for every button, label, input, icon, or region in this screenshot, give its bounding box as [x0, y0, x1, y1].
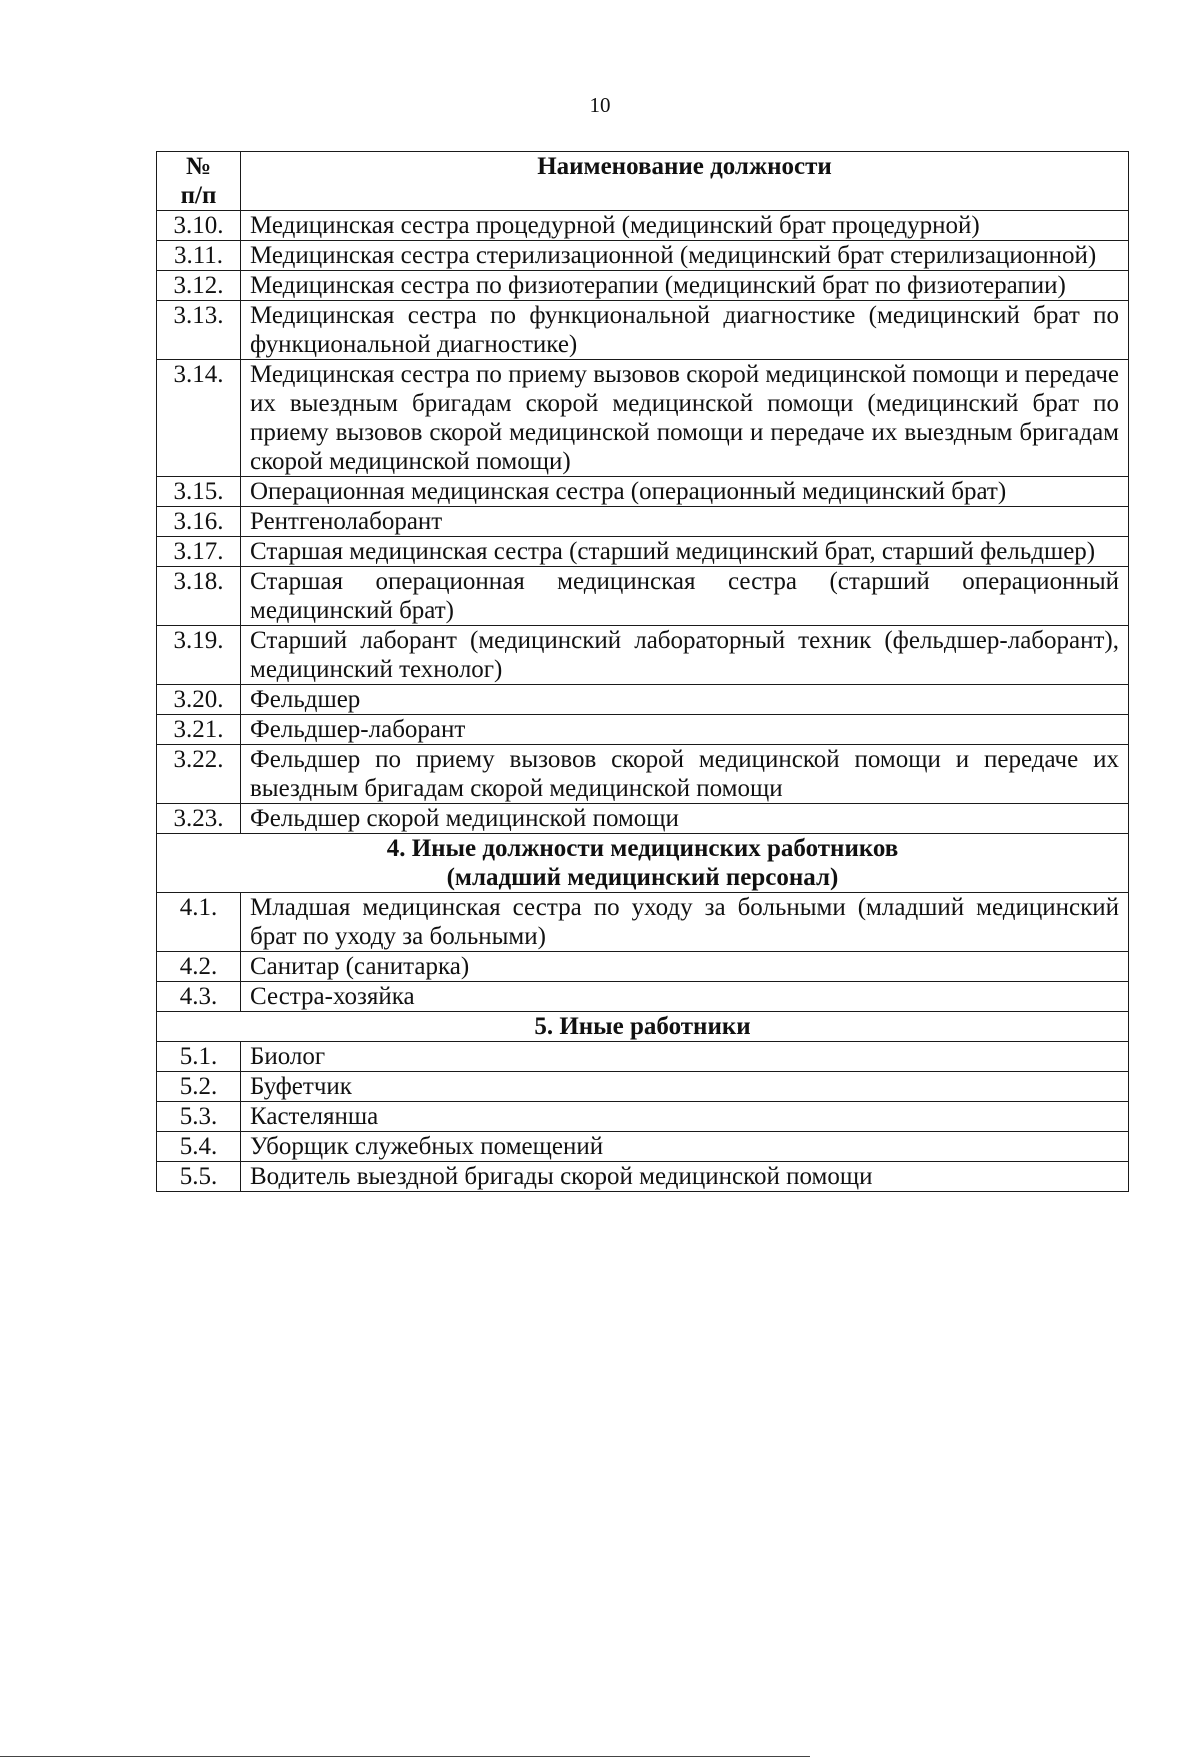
table-row — [157, 360, 1129, 477]
header-name-cell: Наименование должности — [241, 152, 1129, 211]
position-name: Биолог — [241, 1042, 1129, 1072]
position-name: Фельдшер — [241, 685, 1129, 715]
position-name: Медицинская сестра по функциональной диагностике (медицинский брат по функциональной диагностике) — [241, 301, 1129, 360]
row-number: 5.1. — [157, 1042, 241, 1072]
table-row — [157, 626, 1129, 685]
row-number: 5.3. — [157, 1102, 241, 1132]
row-number: 5.4. — [157, 1132, 241, 1162]
row-number: 3.16. — [157, 507, 241, 537]
position-name: Медицинская сестра по физиотерапии (медицинский брат по физиотерапии) — [241, 271, 1129, 301]
row-number: 3.10. — [157, 211, 241, 241]
row-number: 5.5. — [157, 1162, 241, 1192]
table-row — [157, 567, 1129, 626]
row-number: 4.3. — [157, 982, 241, 1012]
table-header-row — [157, 152, 1129, 211]
position-name: Медицинская сестра стерилизационной (медицинский брат стерилизационной) — [241, 241, 1129, 271]
table-body — [157, 211, 1129, 1192]
page-number: 10 — [589, 93, 611, 117]
header-number-cell — [157, 152, 241, 211]
row-number: 3.13. — [157, 301, 241, 360]
row-number: 3.17. — [157, 537, 241, 567]
table-row — [157, 1102, 1129, 1132]
section-header-row — [157, 1012, 1129, 1042]
position-name: Фельдшер-лаборант — [241, 715, 1129, 745]
table-row — [157, 211, 1129, 241]
bottom-rule — [0, 1756, 810, 1757]
section-header-cell — [157, 1012, 1129, 1042]
table-row — [157, 1132, 1129, 1162]
position-name: Кастелянша — [241, 1102, 1129, 1132]
row-number: 5.2. — [157, 1072, 241, 1102]
table-row — [157, 477, 1129, 507]
section-title-line2: (младший медицинский персонал) — [446, 864, 839, 891]
position-name: Рентгенолаборант — [241, 507, 1129, 537]
row-number: 3.22. — [157, 745, 241, 804]
positions-table — [156, 151, 1129, 1192]
position-name: Старший лаборант (медицинский лабораторный техник (фельдшер-лаборант), медицинский технолог) — [241, 626, 1129, 685]
table-row — [157, 1162, 1129, 1192]
section-title-line1: 4. Иные должности медицинских работников — [386, 835, 899, 862]
table-row — [157, 241, 1129, 271]
position-name: Сестра-хозяйка — [241, 982, 1129, 1012]
section-header-cell — [157, 834, 1129, 893]
table-row — [157, 745, 1129, 804]
row-number: 3.14. — [157, 360, 241, 477]
row-number: 3.20. — [157, 685, 241, 715]
row-number: 3.23. — [157, 804, 241, 834]
row-number: 3.11. — [157, 241, 241, 271]
position-name: Старшая медицинская сестра (старший медицинский брат, старший фельдшер) — [241, 537, 1129, 567]
position-name: Старшая операционная медицинская сестра (старший операционный медицинский брат) — [241, 567, 1129, 626]
position-name: Медицинская сестра по приему вызовов скорой медицинской помощи и передаче их выездным бригадам скорой медицинской помощи (медицинский брат по приему вызовов скорой медицинской помощи и передаче их выездным бригадам скорой медицинской помощи) — [241, 360, 1129, 477]
table-row — [157, 1042, 1129, 1072]
position-name: Водитель выездной бригады скорой медицинской помощи — [241, 1162, 1129, 1192]
table-row — [157, 982, 1129, 1012]
header-number-line1: № — [185, 153, 212, 180]
table-row — [157, 685, 1129, 715]
section-header-row — [157, 834, 1129, 893]
table-row — [157, 301, 1129, 360]
position-name: Операционная медицинская сестра (операционный медицинский брат) — [241, 477, 1129, 507]
row-number: 3.15. — [157, 477, 241, 507]
position-name: Санитар (санитарка) — [241, 952, 1129, 982]
row-number: 4.1. — [157, 893, 241, 952]
position-name: Фельдшер скорой медицинской помощи — [241, 804, 1129, 834]
position-name: Младшая медицинская сестра по уходу за больными (младший медицинский брат по уходу за больными) — [241, 893, 1129, 952]
row-number: 3.18. — [157, 567, 241, 626]
table-row — [157, 507, 1129, 537]
row-number: 3.21. — [157, 715, 241, 745]
position-name: Буфетчик — [241, 1072, 1129, 1102]
table-row — [157, 715, 1129, 745]
table-row — [157, 271, 1129, 301]
section-title-line1: 5. Иные работники — [534, 1013, 751, 1040]
table-row — [157, 952, 1129, 982]
table-row — [157, 537, 1129, 567]
row-number: 4.2. — [157, 952, 241, 982]
table-row — [157, 804, 1129, 834]
position-name: Уборщик служебных помещений — [241, 1132, 1129, 1162]
position-name: Медицинская сестра процедурной (медицинский брат процедурной) — [241, 211, 1129, 241]
row-number: 3.12. — [157, 271, 241, 301]
table-row — [157, 1072, 1129, 1102]
row-number: 3.19. — [157, 626, 241, 685]
header-number-line2: п/п — [180, 182, 217, 209]
position-name: Фельдшер по приему вызовов скорой медицинской помощи и передаче их выездным бригадам скорой медицинской помощи — [241, 745, 1129, 804]
table-row — [157, 893, 1129, 952]
